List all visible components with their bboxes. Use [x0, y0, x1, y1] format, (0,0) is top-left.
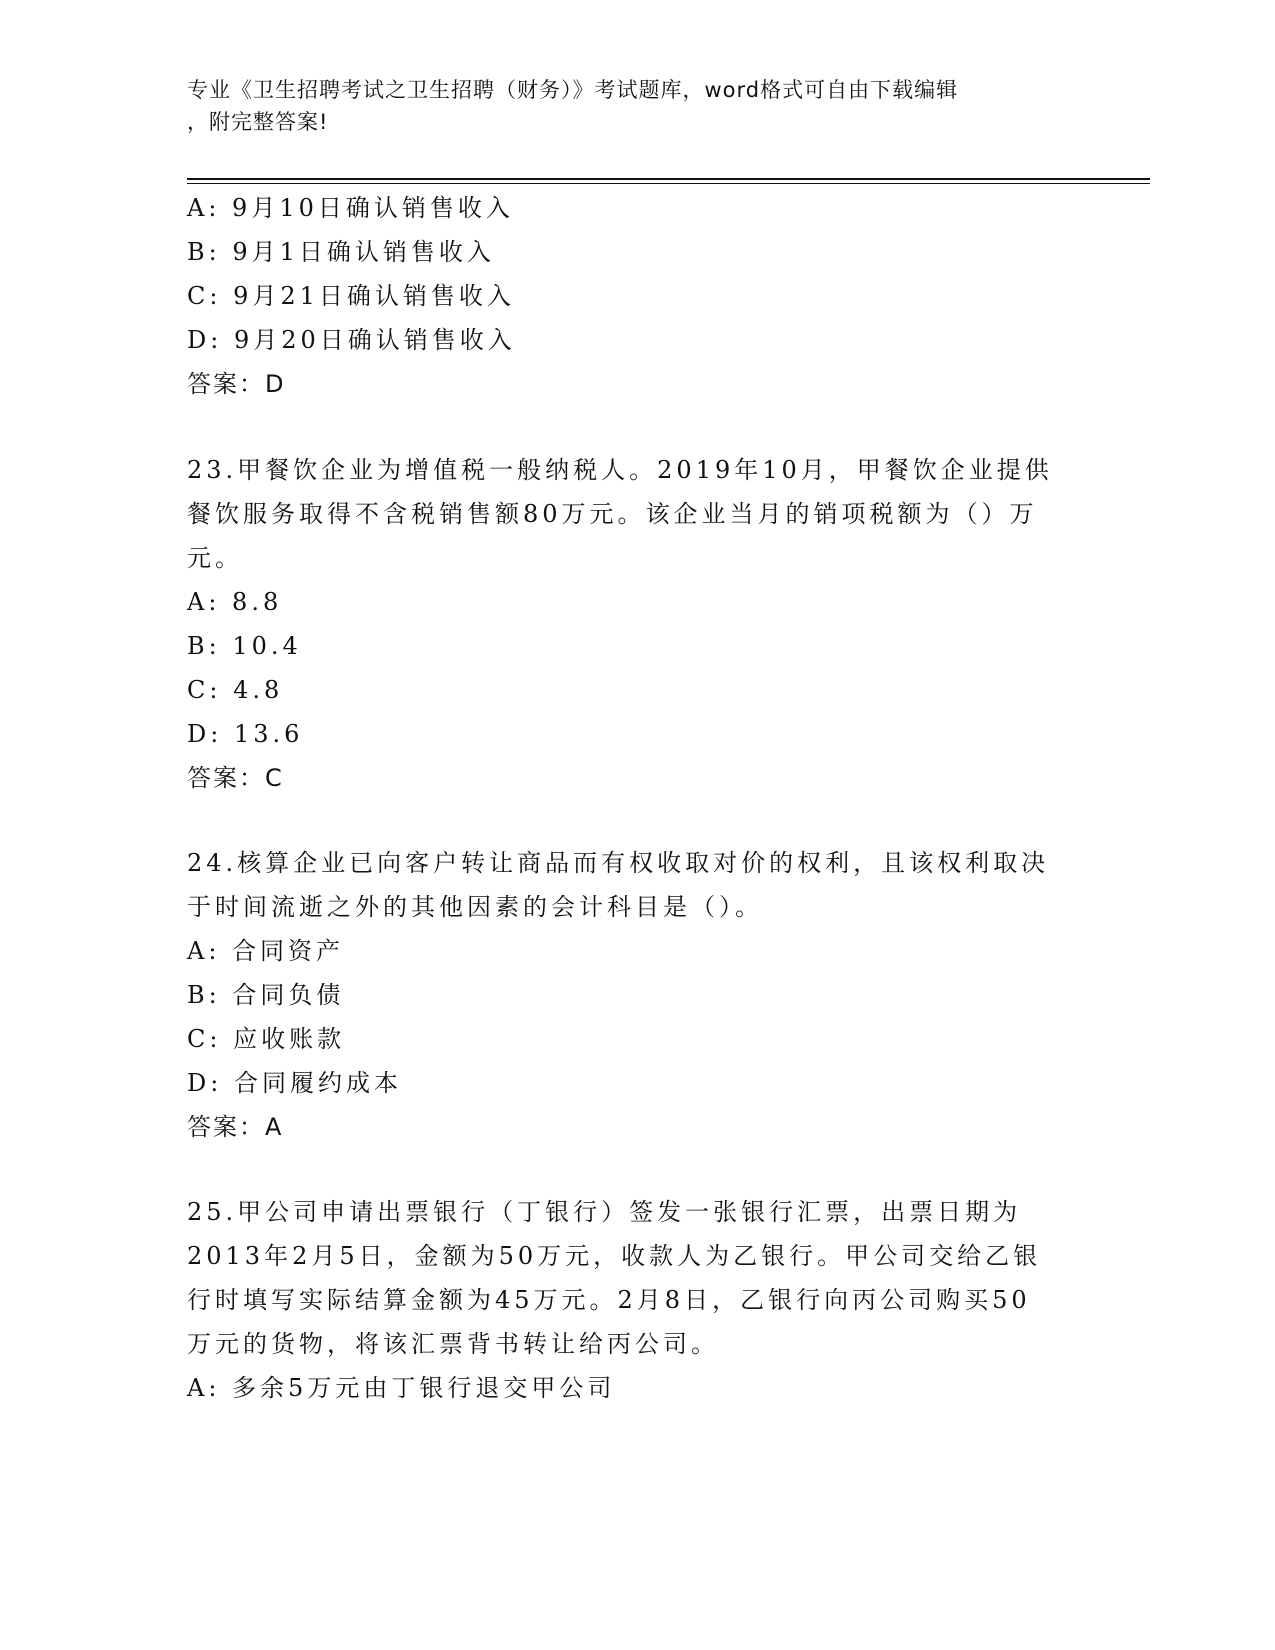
q25-stem-line-2: 2013年2月5日，金额为50万元，收款人为乙银行。甲公司交给乙银	[187, 1242, 1042, 1270]
header-divider-thick	[187, 178, 1150, 180]
q24-option-d: D: 合同履约成本	[187, 1069, 402, 1097]
q22-answer: 答案：D	[187, 370, 286, 398]
q22-option-c: C: 9月21日确认销售收入	[187, 282, 515, 310]
q24-option-a: A: 合同资产	[187, 937, 345, 965]
q25-stem-line-1: 25.甲公司申请出票银行（丁银行）签发一张银行汇票，出票日期为	[187, 1198, 1022, 1226]
header-divider-thin	[187, 183, 1150, 184]
q23-option-b: B: 10.4	[187, 632, 302, 660]
header-subtitle-line: ，附完整答案!	[187, 110, 329, 134]
q24-option-b: B: 合同负债	[187, 981, 345, 1009]
q25-stem-line-3: 行时填写实际结算金额为45万元。2月8日，乙银行向丙公司购买50	[187, 1286, 1031, 1314]
q24-stem-line-2: 于时间流逝之外的其他因素的会计科目是（）。	[187, 893, 763, 921]
q24-stem-line-1: 24.核算企业已向客户转让商品而有权收取对价的权利，且该权利取决	[187, 849, 1050, 877]
q23-stem-line-3: 元。	[187, 544, 243, 572]
q25-option-a: A: 多余5万元由丁银行退交甲公司	[187, 1374, 616, 1402]
q24-answer: 答案：A	[187, 1113, 284, 1141]
q22-option-d: D: 9月20日确认销售收入	[187, 326, 516, 354]
document-header	[187, 74, 1067, 138]
q23-option-a: A: 8.8	[187, 588, 283, 616]
q22-option-a: A: 9月10日确认销售收入	[187, 194, 514, 222]
q24-option-c: C: 应收账款	[187, 1025, 346, 1053]
q23-option-c: C: 4.8	[187, 676, 284, 704]
q22-option-b: B: 9月1日确认销售收入	[187, 238, 495, 266]
q23-stem-line-2: 餐饮服务取得不含税销售额80万元。该企业当月的销项税额为（）万	[187, 500, 1038, 528]
q23-option-d: D: 13.6	[187, 720, 304, 748]
header-title-line: 专业《卫生招聘考试之卫生招聘（财务）》考试题库，word格式可自由下载编辑	[187, 78, 959, 102]
q25-stem-line-4: 万元的货物，将该汇票背书转让给丙公司。	[187, 1330, 719, 1358]
q23-stem-line-1: 23.甲餐饮企业为增值税一般纳税人。2019年10月，甲餐饮企业提供	[187, 456, 1053, 484]
q23-answer: 答案：C	[187, 764, 284, 792]
